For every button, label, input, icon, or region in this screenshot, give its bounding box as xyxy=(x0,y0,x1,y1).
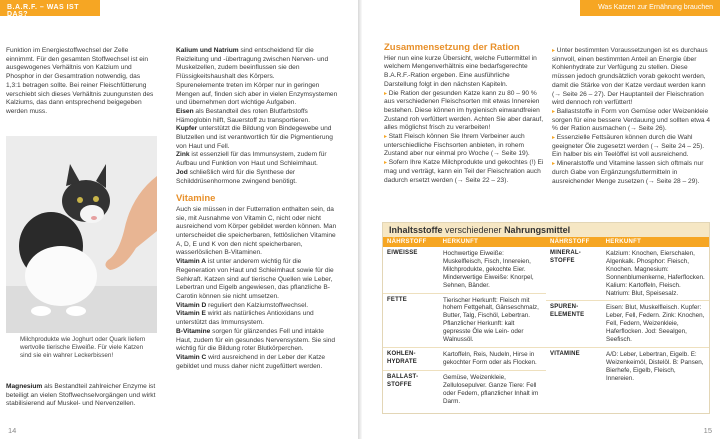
vitamine-block-1: Vitamin A ist unter anderem wichtig für die Regeneration von Haut und Schleimhaut sowie für die Sehkraft. Katzen sind auf tierische Quellen wie Leber, Lebertran und Eigelb angewiesen, das pflanzliche B-Carotin können sie nicht umsetzen. xyxy=(176,258,334,300)
vitamine-block-2: Vitamin D reguliert den Kalziumstoffwechsel. xyxy=(176,301,309,309)
ration-bullet-3: ▸ Unter bestimmten Voraussetzungen ist es durchaus sinnvoll, einen bestimmten Anteil an Energie über Kohlenhydrate zur Verfügung zu stellen. Diese müssen jedoch grundsätzlich vorab gekocht werden, damit die Stärke von der Katze verdaut werden kann (→ Seite 26 – 27). Der Hauptanteil der Fleischration wird dennoch roh verfüttert! xyxy=(552,47,708,107)
table-row: MINERAL-STOFFE Kalzium: Knochen, Eierschalen, Algenkalk. Phosphor: Fleisch, Knochen. Magnesium: Sonnenblumenkerne, Haferflocken. Kalium: Kartoffeln, Fleisch. Natrium: Blut, Speisesalz. xyxy=(546,247,709,301)
bullet-arrow-icon: ▸ xyxy=(384,160,389,167)
ration-bullet-4: ▸ Ballaststoffe in Form von Gemüse oder Weizenkleie sorgen für eine bessere Verdauung und sollten etwa 4 % der Ration ausmachen (→ Seite 26). xyxy=(552,107,710,133)
kitten-illustration xyxy=(6,136,157,333)
ration-bullet-6: ▸ Mineralstoffe und Vitamine lassen sich oftmals nur durch Gabe von Ergänzungsfuttermitteln in ausreichender Menge zusetzen (→ Seite 28 – 29). xyxy=(552,160,704,185)
running-header-left: B.A.R.F. – WAS IST DAS? xyxy=(0,0,100,16)
right-page xyxy=(362,0,720,439)
vitamine-heading: Vitamine xyxy=(176,193,216,205)
bullet-arrow-icon: ▸ xyxy=(552,108,557,115)
table-row: SPUREN-ELEMENTE Eisen: Blut, Muskelfleisch. Kupfer: Leber, Fell, Federn. Zink: Knochen, Fell, Federn, Weizenkleie, Haferflocken. Jod: Seealgen, Seefisch. xyxy=(546,301,709,348)
left-col2 xyxy=(176,47,338,371)
ration-bullet-1: ▸ Statt Fleisch können Sie Ihrem Verbeiner auch unterschiedliche Fischsorten anbieten, in rohem Zustand aber nur einmal pro Woche (→ Seite 19). xyxy=(384,133,530,158)
running-header-right: Was Katzen zur Ernährung brauchen xyxy=(580,0,720,16)
cat-photo xyxy=(6,136,157,333)
minerals-block-2: Eisen als Bestandteil des roten Blutfarbstoffs Hämoglobin hilft, Sauerstoff zu transportieren. xyxy=(176,107,311,124)
ration-intro: Hier nun eine kurze Übersicht, welche Futtermittel in welchem Mengenverhältnis eine bedarfsgerechte B.A.R.F.-Ration ergeben. Eine ausführliche Darstellung folgt in den nächsten Kapiteln. xyxy=(384,54,537,88)
vitamine-block-3: Vitamin E wirkt als natürliches Antioxidans und unterstützt das Immunsystem. xyxy=(176,310,314,327)
col-header-source: HERKUNFT xyxy=(442,239,479,245)
ration-bullet-2: ▸ Sofern Ihre Katze Milchprodukte und gekochtes (!) Ei mag und verträgt, kann ein Teil der Fleischration auch dadurch ersetzt werden (→ Seite 22 – 23). xyxy=(384,159,544,184)
bullet-arrow-icon: ▸ xyxy=(384,134,389,141)
vitamine-block-5: Vitamin C wird ausreichend in der Leber der Katze gebildet und muss daher nicht zugefüttert werden. xyxy=(176,353,326,370)
bullet-arrow-icon: ▸ xyxy=(384,90,389,97)
table-row: EIWEISSE Hochwertige Eiweiße: Muskelfleisch, Fisch, Innereien, Milchprodukte, gekochte Eier. Minderwertige Eiweiße: Knorpel, Sehnen, Bänder. xyxy=(383,247,546,294)
table-row: FETTE Tierischer Herkunft: Fleisch mit hohem Fettgehalt, Gänseschmalz, Butter, Talg, Fischöl, Lebertran. Pflanzlicher Herkunft: kalt gepresste Öle wie Lein- oder Walnussöl. xyxy=(383,294,546,348)
magnesium-paragraph xyxy=(6,383,156,409)
right-col2 xyxy=(552,47,712,186)
left-col1-intro xyxy=(6,47,156,117)
magnesium-text: als Bestandteil zahlreicher Enzyme ist beteiligt an vielen Stoffwechselvorgängen und wirkt stabilisierend auf Muskel- und Nervenzellen. xyxy=(6,383,156,408)
table-right-column xyxy=(546,247,709,408)
nutrient-table xyxy=(382,222,710,414)
minerals-block-4: Zink ist essenziell für das Immunsystem, zudem für Aufbau und Funktion von Haut und Schleimhaut. xyxy=(176,151,327,168)
minerals-block-3: Kupfer unterstützt die Bildung von Bindegewebe und Blutzellen und ist verantwortlich für die Pigmentierung von Haut und Fell. xyxy=(176,125,333,150)
table-body xyxy=(383,247,709,408)
minerals-block-5: Jod schließlich wird für die Synthese der Schilddrüsenhormone zwingend benötigt. xyxy=(176,168,297,185)
magnesium-term: Magnesium xyxy=(6,383,43,390)
col-header-nutrient: NÄHRSTOFF xyxy=(387,239,427,245)
bullet-arrow-icon: ▸ xyxy=(552,48,557,54)
left-page xyxy=(0,0,358,439)
minerals-block-1: Spurenelemente treten im Körper nur in geringen Mengen auf, finden sich aber in vielen Enzymsystemen und übernehmen dort wichtige Aufgaben. xyxy=(176,81,338,107)
vitamine-block-0: Auch sie müssen in der Futterration enthalten sein, da sie, mit Ausnahme von Vitamin C, nicht oder nicht ausreichend vom Körper gebildet werden können. Man unterscheidet die speicherbaren, fettlöslichen Vitamine A, D, E und K von den nicht speicherbaren, wasserlöslichen B-Vitaminen. xyxy=(176,205,337,257)
intro-paragraph: Funktion im Energiestoffwechsel der Zelle einnimmt. Für den gesamten Stoffwechsel ist ein ausgewogenes Verhältnis von Kalzium und Phosphor in der Gesamtration notwendig, das 1,3:1 betragen sollte. Bei reiner Fleischfütterung verschiebt sich dieses Verhältnis zuungunsten des Kalziums, das dann entsprechend beigegeben werden muss. xyxy=(6,47,154,115)
ration-bullet-5: ▸ Essenzielle Fettsäuren können durch die Wahl geeigneter Öle zugesetzt werden (→ Seite 24 – 25). Ein halber bis ein Teelöffel ist voll ausreichend. xyxy=(552,134,705,159)
bullet-arrow-icon: ▸ xyxy=(552,161,557,168)
minerals-block-0: Kalium und Natrium sind entscheidend für die Reizleitung und -übertragung zwischen Nerven- und Muskelzellen, zudem beeinflussen sie den Flüssigkeitshaushalt des Körpers. xyxy=(176,47,329,81)
table-row: BALLAST-STOFFE Gemüse, Weizenkleie, Zellulosepulver. Ganze Tiere: Fell oder Federn, pflanzlicher Inhalt im Darm. xyxy=(387,373,539,405)
table-title: Inhaltsstoffe verschiedener Nahrungsmittel xyxy=(383,223,709,237)
page-number-left: 14 xyxy=(8,426,17,435)
bullet-arrow-icon: ▸ xyxy=(552,135,557,142)
vitamine-block-4: B-Vitamine sorgen für glänzendes Fell und intakte Haut, zudem für ein gesundes Nervensystem. Sie sind wichtig für die Bildung roter Blutkörperchen. xyxy=(176,327,336,353)
table-row: VITAMINE A/D: Leber, Lebertran, Eigelb. E: Weizenkeimöl, Distelöl. B: Pansen, Bierhefe, Eigelb, Fleisch, Innereien. xyxy=(550,350,704,382)
right-col1 xyxy=(384,44,544,185)
table-row: KOHLEN-HYDRATE Kartoffeln, Reis, Nudeln, Hirse in gekochter Form oder als Flocken. xyxy=(383,348,546,371)
page-number-right: 15 xyxy=(703,426,712,435)
ration-bullet-0: ▸ Die Ration der gesunden Katze kann zu 80 – 90 % aus verschiedenen Fleischsorten mit etwas Innereien bestehen. Diese können im hygienisch einwandfreien Zustand roh verfüttert werden. Achten Sie aber darauf, alles möglichst frisch zu verarbeiten! xyxy=(384,89,544,132)
section-heading: Zusammensetzung der Ration xyxy=(384,42,520,53)
photo-caption: Milchprodukte wie Joghurt oder Quark liefern wertvolle tierische Eiweiße. Für viele Katzen sind sie ein wahrer Leckerbissen! xyxy=(20,336,146,359)
table-left-column xyxy=(383,247,546,408)
table-header xyxy=(383,237,709,247)
col-header-nutrient-2: NÄHRSTOFF xyxy=(550,239,590,245)
col-header-source-2: HERKUNFT xyxy=(605,239,642,245)
